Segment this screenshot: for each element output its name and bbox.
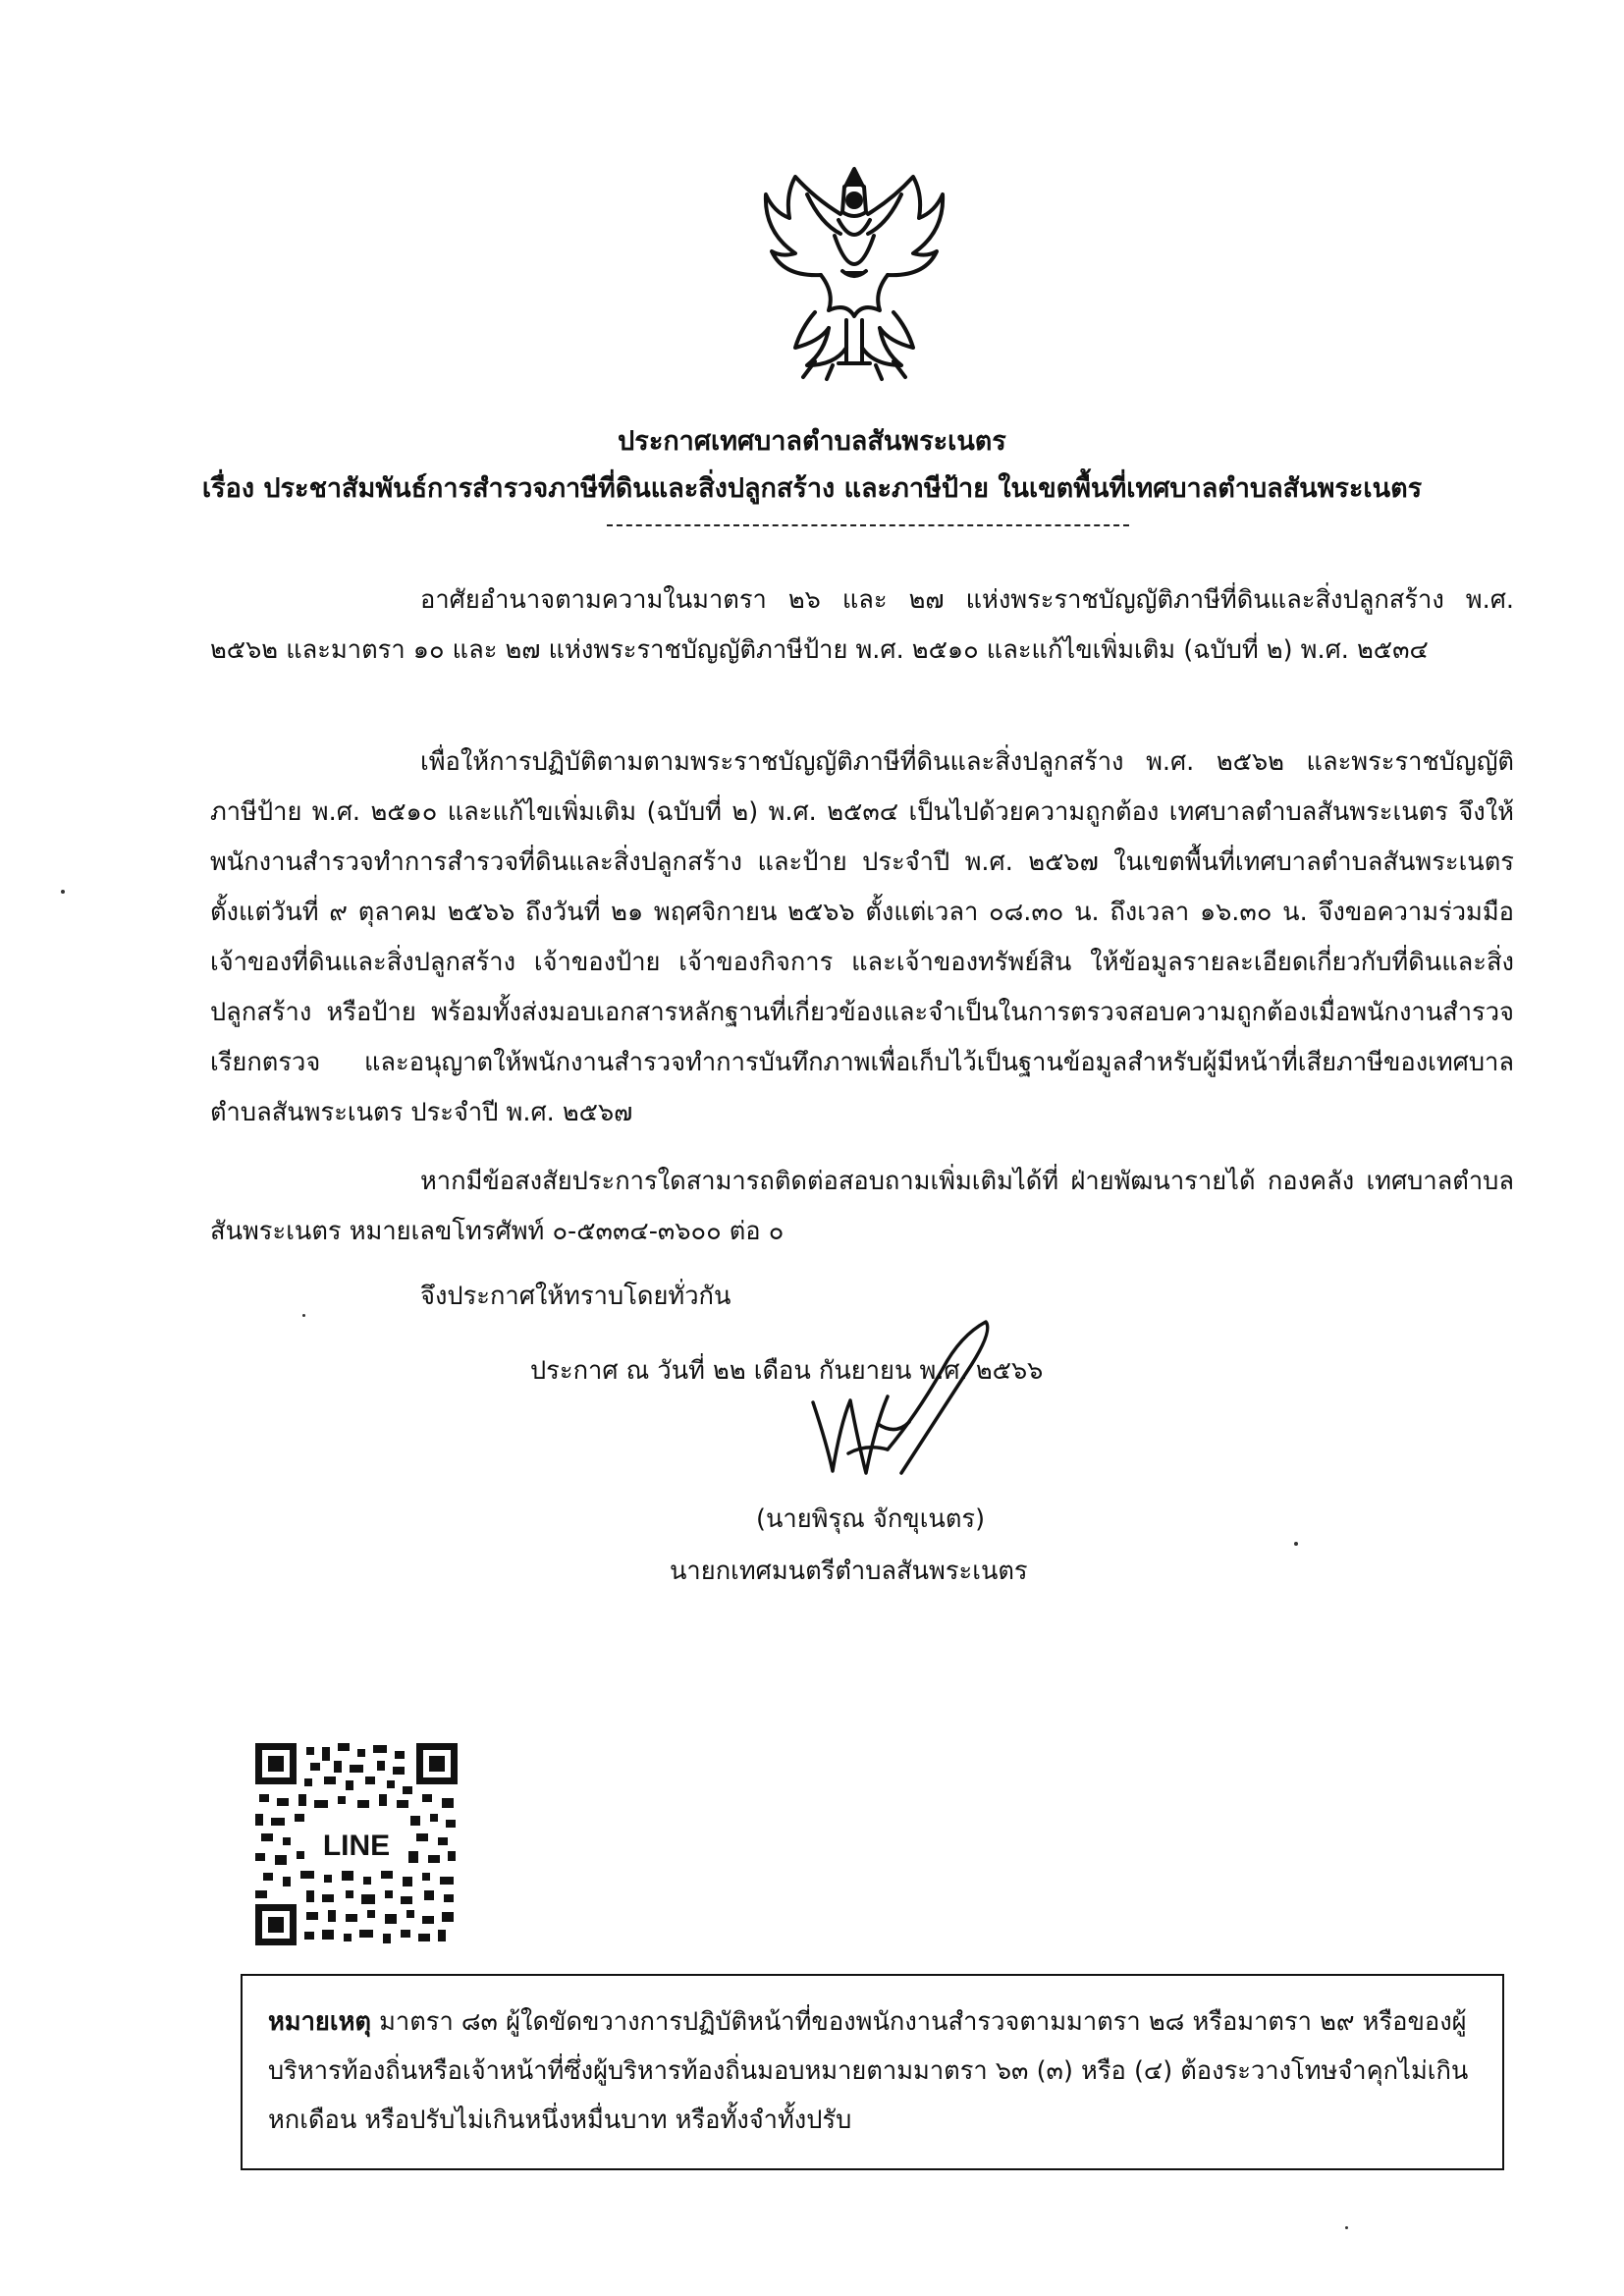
closing-statement: จึงประกาศให้ทราบโดยทั่วกัน: [420, 1282, 731, 1311]
signature-mark: [793, 1306, 1019, 1503]
line-qr-code[interactable]: [255, 1743, 458, 1945]
title-divider: [607, 524, 1129, 526]
paragraph-authority: อาศัยอำนาจตามความในมาตรา ๒๖ และ ๒๗ แห่งพระราชบัญญัติภาษีที่ดินและสิ่งปลูกสร้าง พ.ศ. ๒๕๖๒ และมาตรา ๑๐ และ ๒๗ แห่งพระราชบัญญัติภาษีป้าย พ.ศ. ๒๕๑๐ และแก้ไขเพิ่มเติม (ฉบับที่ ๒) พ.ศ. ๒๕๓๔: [210, 585, 1514, 665]
announcement-title: ประกาศเทศบาลตำบลสันพระเนตร: [618, 426, 1006, 457]
signatory-name: (นายพิรุณ จักขุเนตร): [756, 1504, 986, 1534]
paragraph-contact: หากมีข้อสงสัยประการใดสามารถติดต่อสอบถามเพิ่มเติมได้ที่ ฝ่ายพัฒนารายได้ กองคลัง เทศบาลตำบลสันพระเนตร หมายเลขโทรศัพท์ ๐-๕๓๓๔-๓๖๐๐ ต่อ ๐: [210, 1167, 1514, 1246]
announcement-date: ประกาศ ณ วันที่ ๒๒ เดือน กันยายน พ.ศ. ๒๕๖๖: [530, 1356, 1044, 1386]
garuda-emblem-icon: [756, 155, 952, 383]
note-text: มาตรา ๘๓ ผู้ใดขัดขวางการปฏิบัติหน้าที่ของพนักงานสำรวจตามมาตรา ๒๘ หรือมาตรา ๒๙ หรือของผู้บริหารท้องถิ่นหรือเจ้าหน้าที่ซึ่งผู้บริหารท้องถิ่นมอบหมายตามมาตรา ๖๓ (๓) หรือ (๔) ต้องระวางโทษจำคุกไม่เกินหกเดือน หรือปรับไม่เกินหนึ่งหมื่นบาท หรือทั้งจำทั้งปรับ: [268, 2007, 1469, 2135]
paragraph-survey-details: เพื่อให้การปฏิบัติตามตามพระราชบัญญัติภาษีที่ดินและสิ่งปลูกสร้าง พ.ศ. ๒๕๖๒ และพระราชบัญญัติภาษีป้าย พ.ศ. ๒๕๑๐ และแก้ไขเพิ่มเติม (ฉบับที่ ๒) พ.ศ. ๒๕๓๔ เป็นไปด้วยความถูกต้อง เทศบาลตำบลสันพระเนตร จึงให้พนักงานสำรวจทำการสำรวจที่ดินและสิ่งปลูกสร้าง และป้าย ประจำปี พ.ศ. ๒๕๖๗ ในเขตพื้นที่เทศบาลตำบลสันพระเนตร ตั้งแต่วันที่ ๙ ตุลาคม ๒๕๖๖ ถึงวันที่ ๒๑ พฤศจิกายน ๒๕๖๖ ตั้งแต่เวลา ๐๘.๓๐ น. ถึงเวลา ๑๖.๓๐ น. จึงขอความร่วมมือเจ้าของที่ดินและสิ่งปลูกสร้าง เจ้าของป้าย เจ้าของกิจการ และเจ้าของทรัพย์สิน ให้ข้อมูลรายละเอียดเกี่ยวกับที่ดินและสิ่งปลูกสร้าง หรือป้าย พร้อมทั้งส่งมอบเอกสารหลักฐานที่เกี่ยวข้องและจำเป็นในการตรวจสอบความถูกต้องเมื่อพนักงานสำรวจเรียกตรวจ และอนุญาตให้พนักงานสำรวจทำการบันทึกภาพเพื่อเก็บไว้เป็นฐานข้อมูลสำหรับผู้มีหน้าที่เสียภาษีของเทศบาลตำบลสันพระเนตร ประจำปี พ.ศ. ๒๕๖๗: [210, 747, 1514, 1127]
note-label: หมายเหตุ: [268, 2007, 371, 2037]
signatory-position: นายกเทศมนตรีตำบลสันพระเนตร: [670, 1557, 1028, 1586]
announcement-subject: เรื่อง ประชาสัมพันธ์การสำรวจภาษีที่ดินและสิ่งปลูกสร้าง และภาษีป้าย ในเขตพื้นที่เทศบาลตำบลสันพระเนตร: [201, 473, 1423, 504]
qr-line-label: LINE: [322, 1830, 391, 1862]
legal-note-box: [241, 1974, 1504, 2170]
